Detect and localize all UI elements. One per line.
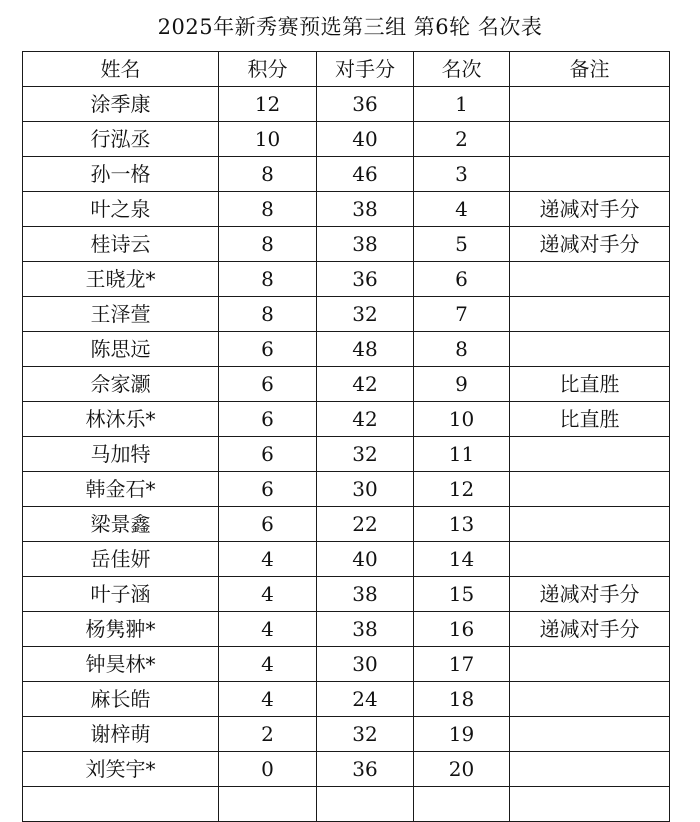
table-row [23, 542, 670, 577]
cell-opponent-score: 32 [317, 437, 414, 472]
cell-name: 马加特 [23, 437, 219, 472]
cell-opponent-score: 38 [317, 577, 414, 612]
table-row [23, 87, 670, 122]
cell-name: 行泓丞 [23, 122, 219, 157]
cell-score: 6 [219, 402, 317, 437]
table-row [23, 752, 670, 787]
cell-note [510, 717, 670, 752]
table-row [23, 227, 670, 262]
cell-rank [414, 787, 510, 822]
cell-rank: 15 [414, 577, 510, 612]
cell-name: 钟昊林* [23, 647, 219, 682]
table-row [23, 402, 670, 437]
cell-opponent-score: 48 [317, 332, 414, 367]
cell-opponent-score: 42 [317, 367, 414, 402]
cell-opponent-score [317, 787, 414, 822]
cell-opponent-score: 36 [317, 87, 414, 122]
cell-opponent-score: 24 [317, 682, 414, 717]
cell-note: 递减对手分 [510, 192, 670, 227]
cell-name [23, 787, 219, 822]
cell-opponent-score: 30 [317, 647, 414, 682]
cell-name: 麻长皓 [23, 682, 219, 717]
cell-opponent-score: 38 [317, 192, 414, 227]
standings-table [22, 51, 670, 822]
cell-note [510, 157, 670, 192]
cell-rank: 13 [414, 507, 510, 542]
cell-note [510, 122, 670, 157]
cell-score: 4 [219, 612, 317, 647]
cell-note [510, 542, 670, 577]
cell-note: 递减对手分 [510, 612, 670, 647]
cell-rank: 8 [414, 332, 510, 367]
cell-rank: 5 [414, 227, 510, 262]
cell-score: 6 [219, 437, 317, 472]
cell-score: 12 [219, 87, 317, 122]
table-row [23, 682, 670, 717]
table-row [23, 472, 670, 507]
column-header-name: 姓名 [23, 52, 219, 87]
cell-name: 王泽萱 [23, 297, 219, 332]
cell-note [510, 437, 670, 472]
cell-name: 陈思远 [23, 332, 219, 367]
cell-opponent-score: 40 [317, 542, 414, 577]
cell-opponent-score: 22 [317, 507, 414, 542]
cell-name: 谢梓萌 [23, 717, 219, 752]
cell-opponent-score: 32 [317, 297, 414, 332]
column-header-score: 积分 [219, 52, 317, 87]
cell-rank: 9 [414, 367, 510, 402]
cell-rank: 16 [414, 612, 510, 647]
cell-score: 6 [219, 367, 317, 402]
cell-opponent-score: 40 [317, 122, 414, 157]
cell-note [510, 472, 670, 507]
cell-score: 0 [219, 752, 317, 787]
cell-name: 孙一格 [23, 157, 219, 192]
table-row [23, 332, 670, 367]
table-row [23, 437, 670, 472]
cell-note: 比直胜 [510, 367, 670, 402]
cell-name: 涂季康 [23, 87, 219, 122]
table-row [23, 577, 670, 612]
cell-name: 刘笑宇* [23, 752, 219, 787]
page-title: 2025年新秀赛预选第三组 第6轮 名次表 [157, 15, 543, 39]
cell-name: 叶之泉 [23, 192, 219, 227]
cell-note [510, 682, 670, 717]
cell-note [510, 752, 670, 787]
cell-score: 2 [219, 717, 317, 752]
cell-rank: 4 [414, 192, 510, 227]
cell-rank: 10 [414, 402, 510, 437]
cell-rank: 20 [414, 752, 510, 787]
cell-name: 杨隽翀* [23, 612, 219, 647]
table-row [23, 157, 670, 192]
cell-name: 林沐乐* [23, 402, 219, 437]
cell-name: 桂诗云 [23, 227, 219, 262]
column-header-rank: 名次 [414, 52, 510, 87]
cell-opponent-score: 36 [317, 262, 414, 297]
cell-note: 比直胜 [510, 402, 670, 437]
cell-note [510, 647, 670, 682]
cell-rank: 14 [414, 542, 510, 577]
cell-opponent-score: 36 [317, 752, 414, 787]
cell-score: 6 [219, 507, 317, 542]
cell-opponent-score: 46 [317, 157, 414, 192]
cell-opponent-score: 38 [317, 227, 414, 262]
column-header-opponent-score: 对手分 [317, 52, 414, 87]
cell-rank: 19 [414, 717, 510, 752]
cell-rank: 17 [414, 647, 510, 682]
cell-score: 10 [219, 122, 317, 157]
cell-score: 4 [219, 542, 317, 577]
cell-name: 王晓龙* [23, 262, 219, 297]
table-row [23, 787, 670, 822]
cell-name: 韩金石* [23, 472, 219, 507]
cell-score: 8 [219, 227, 317, 262]
cell-note [510, 787, 670, 822]
table-row [23, 297, 670, 332]
table-row [23, 717, 670, 752]
column-header-note: 备注 [510, 52, 670, 87]
cell-name: 叶子涵 [23, 577, 219, 612]
cell-opponent-score: 38 [317, 612, 414, 647]
cell-score: 8 [219, 297, 317, 332]
cell-rank: 2 [414, 122, 510, 157]
cell-opponent-score: 42 [317, 402, 414, 437]
cell-score [219, 787, 317, 822]
table-row [23, 507, 670, 542]
table-row [23, 647, 670, 682]
cell-note [510, 262, 670, 297]
cell-rank: 11 [414, 437, 510, 472]
cell-name: 佘家灏 [23, 367, 219, 402]
table-row [23, 262, 670, 297]
cell-rank: 7 [414, 297, 510, 332]
cell-score: 6 [219, 332, 317, 367]
cell-note [510, 507, 670, 542]
table-row [23, 612, 670, 647]
cell-score: 4 [219, 577, 317, 612]
cell-rank: 6 [414, 262, 510, 297]
cell-name: 梁景鑫 [23, 507, 219, 542]
cell-rank: 18 [414, 682, 510, 717]
table-body [23, 87, 670, 822]
cell-score: 8 [219, 157, 317, 192]
table-row [23, 192, 670, 227]
cell-note: 递减对手分 [510, 577, 670, 612]
cell-note [510, 332, 670, 367]
cell-opponent-score: 30 [317, 472, 414, 507]
cell-name: 岳佳妍 [23, 542, 219, 577]
cell-rank: 1 [414, 87, 510, 122]
cell-note: 递减对手分 [510, 227, 670, 262]
table-row [23, 367, 670, 402]
cell-rank: 3 [414, 157, 510, 192]
cell-score: 8 [219, 192, 317, 227]
cell-score: 8 [219, 262, 317, 297]
cell-note [510, 87, 670, 122]
table-row [23, 122, 670, 157]
cell-rank: 12 [414, 472, 510, 507]
cell-score: 4 [219, 647, 317, 682]
cell-score: 4 [219, 682, 317, 717]
header-row [23, 52, 670, 87]
cell-opponent-score: 32 [317, 717, 414, 752]
cell-note [510, 297, 670, 332]
cell-score: 6 [219, 472, 317, 507]
